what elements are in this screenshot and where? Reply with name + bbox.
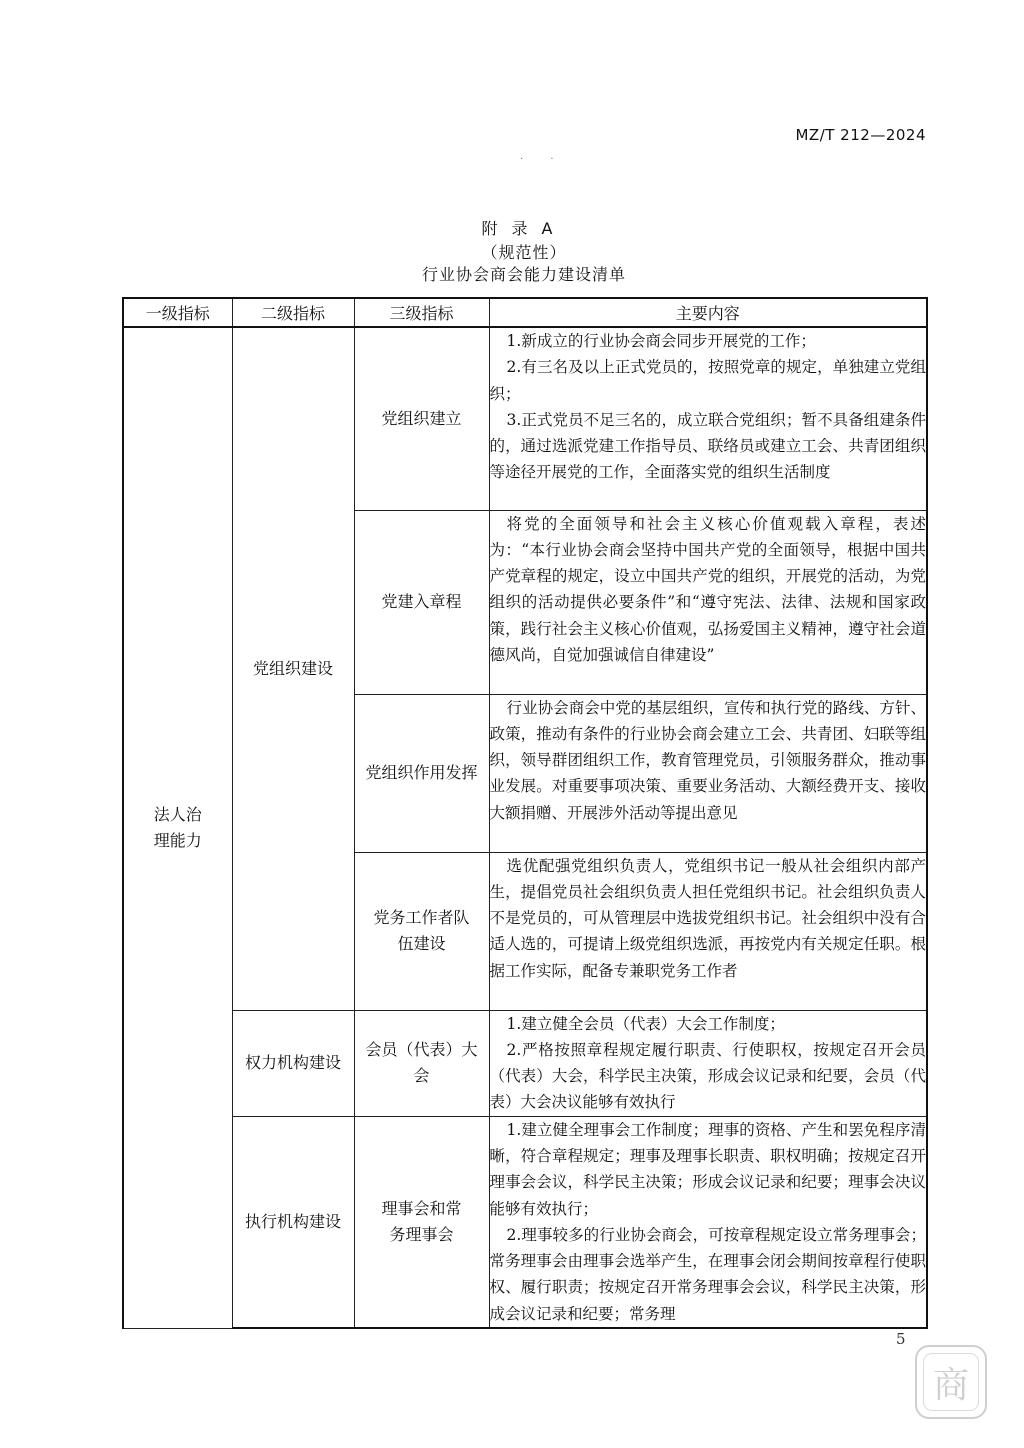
standard-code: MZ/T 212—2024 — [795, 126, 926, 144]
scan-dots: · · — [520, 154, 566, 165]
content-cell — [489, 327, 927, 510]
appendix-label: 附录A — [481, 219, 567, 238]
content-paragraph: 将党的全面领导和社会主义核心价值观载入章程，表述为：“本行业协会商会坚持中国共产党的全面领导，根据中国共产党章程的规定，设立中国共产党的组织，开展党的活动，为党组织的活动提供必要条件”和“遵守宪法、法律、法规和国家政策，践行社会主义核心价值观，弘扬爱国主义精神，遵守社会道德风尚，自觉加强诚信自律建设” — [489, 514, 926, 664]
level1-label: 法人治理能力 — [153, 804, 202, 850]
content-paragraph: 2.有三名及以上正式党员的，按照党章的规定，单独建立党组织； — [489, 358, 926, 403]
content-paragraph: 1.建立健全理事会工作制度；理事的资格、产生和罢免程序清晰，符合章程规定；理事及理事长职责、职权明确；按规定召开理事会会议，科学民主决策；形成会议记录和纪要；理事会决议能够有效执行； — [489, 1120, 926, 1218]
level3-cell: 党建入章程 — [354, 510, 489, 694]
content-paragraph: 2.严格按照章程规定履行职责、行使职权，按规定召开会员（代表）大会，科学民主决策，形成会议记录和纪要，会员（代表）大会决议能够有效执行 — [489, 1040, 926, 1112]
level2-cell: 执行机构建设 — [232, 1116, 354, 1328]
level3-cell: 党组织作用发挥 — [354, 694, 489, 852]
column-header-level3: 三级指标 — [354, 298, 489, 327]
content-paragraph: 3.正式党员不足三名的，成立联合党组织；暂不具备组建条件的，通过选派党建工作指导员、联络员或建立工会、共青团组织等途径开展党的工作，全面落实党的组织生活制度 — [489, 410, 926, 482]
level1-cell — [123, 327, 232, 1328]
level2-cell: 权力机构建设 — [232, 1010, 354, 1116]
column-header-level2: 二级指标 — [232, 298, 354, 327]
page-number: 5 — [896, 1330, 906, 1348]
content-paragraph: 选优配强党组织负责人，党组织书记一般从社会组织内部产生，提倡党员社会组织负责人担任党组织书记。社会组织负责人不是党员的，可从管理层中选拔党组织书记。社会组织中没有合适人选的，可提请上级党组织选派，再按党内有关规定任职。根据工作实际，配备专兼职党务工作者 — [489, 856, 926, 980]
level3-cell — [354, 1010, 489, 1116]
level2-cell: 党组织建设 — [232, 327, 354, 1010]
level3-cell — [354, 852, 489, 1010]
table-row — [123, 327, 927, 510]
appendix-title: 行业协会商会能力建设清单 — [421, 265, 626, 284]
content-paragraph: 行业协会商会中党的基层组织，宣传和执行党的路线、方针、政策，推动有条件的行业协会商会建立工会、共青团、妇联等组织，领导群团组织工作，教育管理党员，引领服务群众，推动事业发展。对重要事项决策、重要业务活动、大额经费开支、接收大额捐赠、开展涉外活动等提出意见 — [489, 698, 926, 822]
content-cell — [489, 510, 927, 694]
level3-label: 党务工作者队伍建设 — [373, 908, 470, 953]
appendix-nature: （规范性） — [481, 243, 567, 262]
level3-cell: 党组织建立 — [354, 327, 489, 510]
level3-label: 理事会和常务理事会 — [381, 1198, 462, 1244]
seal-glyph: 商 — [923, 1353, 979, 1411]
table-header-row — [123, 298, 927, 327]
column-header-content: 主要内容 — [489, 298, 927, 327]
content-cell — [489, 694, 927, 852]
level3-label: 会员（代表）大会 — [365, 1040, 478, 1086]
content-paragraph: 2.理事较多的行业协会商会，可按章程规定设立常务理事会；常务理事会由理事会选举产生，在理事会闭会期间按章程行使职权、履行职责；按规定召开常务理事会会议，科学民主决策，形成会议记录和纪要；常务理 — [489, 1225, 926, 1323]
column-header-level1: 一级指标 — [123, 298, 232, 327]
content-cell — [489, 1116, 927, 1328]
content-cell — [489, 852, 927, 1010]
table-row — [123, 1010, 927, 1116]
table-row — [123, 1116, 927, 1328]
content-paragraph: 1.建立健全会员（代表）大会工作制度； — [506, 1014, 785, 1033]
content-paragraph: 1.新成立的行业协会商会同步开展党的工作； — [506, 332, 816, 350]
publisher-seal-icon — [915, 1345, 987, 1419]
level3-cell — [354, 1116, 489, 1328]
capability-table — [122, 297, 928, 1329]
content-cell — [489, 1010, 927, 1116]
